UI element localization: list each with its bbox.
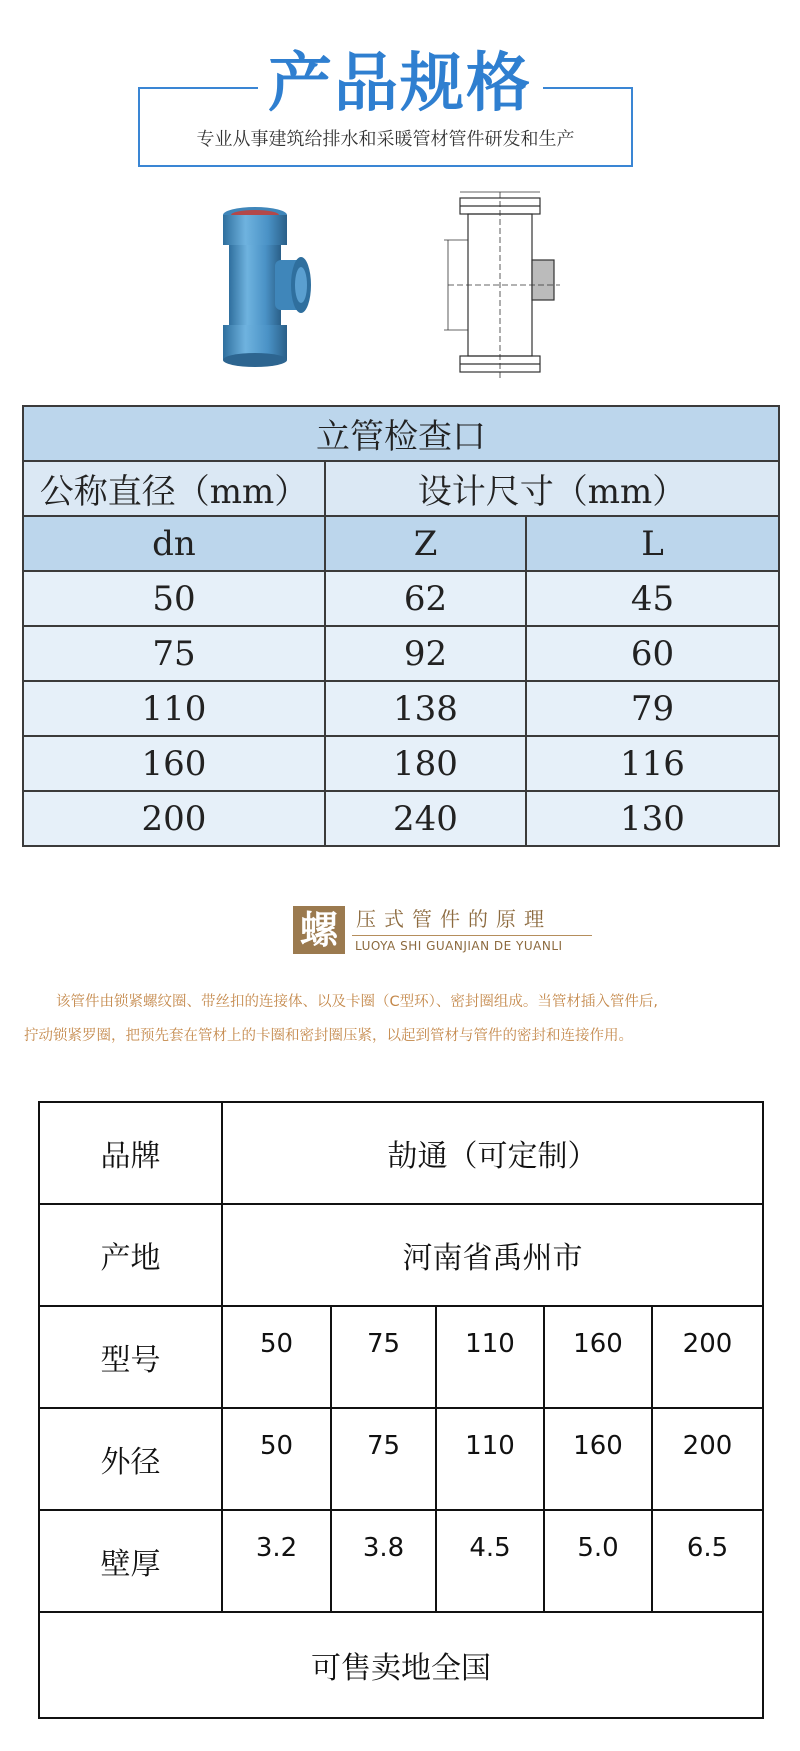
table-row — [23, 791, 779, 846]
model-cell: 160 — [544, 1306, 652, 1408]
spec-table — [22, 405, 780, 847]
logo-divider — [352, 935, 592, 936]
technical-drawing — [440, 190, 580, 380]
info-table — [38, 1101, 764, 1719]
col-nominal-diameter: 公称直径（mm） — [23, 461, 325, 516]
table-row — [23, 681, 779, 736]
table-cell: 110 — [23, 681, 325, 736]
wall-cell: 3.8 — [331, 1510, 436, 1612]
symbol-cell: L — [526, 516, 779, 571]
product-photo — [215, 205, 315, 370]
od-cell: 200 — [652, 1408, 763, 1510]
table-cell: 160 — [23, 736, 325, 791]
logo-badge: 螺 — [293, 906, 345, 954]
model-label: 型号 — [39, 1306, 222, 1408]
wall-cell: 5.0 — [544, 1510, 652, 1612]
od-label: 外径 — [39, 1408, 222, 1510]
page-subtitle: 专业从事建筑给排水和采暖管材管件研发和生产 — [196, 129, 575, 150]
col-design-size: 设计尺寸（mm） — [325, 461, 779, 516]
spec-table-title: 立管检查口 — [23, 406, 779, 461]
model-cell: 75 — [331, 1306, 436, 1408]
table-row — [23, 571, 779, 626]
table-row — [23, 626, 779, 681]
model-cell: 200 — [652, 1306, 763, 1408]
wall-cell: 6.5 — [652, 1510, 763, 1612]
table-row — [23, 736, 779, 791]
logo-title-cn: 压式管件的原理 — [356, 907, 552, 931]
table-cell: 116 — [526, 736, 779, 791]
od-cell: 160 — [544, 1408, 652, 1510]
origin-value: 河南省禹州市 — [222, 1204, 763, 1306]
brand-value: 劼通（可定制） — [222, 1102, 763, 1204]
wall-cell: 3.2 — [222, 1510, 331, 1612]
wall-label: 壁厚 — [39, 1510, 222, 1612]
table-cell: 200 — [23, 791, 325, 846]
table-cell: 79 — [526, 681, 779, 736]
sales-region: 可售卖地全国 — [39, 1612, 763, 1718]
od-cell: 50 — [222, 1408, 331, 1510]
symbol-cell: dn — [23, 516, 325, 571]
page-title: 产品规格 — [268, 47, 532, 121]
table-cell: 180 — [325, 736, 526, 791]
principle-description — [24, 985, 782, 1053]
header-line-left — [138, 87, 258, 89]
model-cell: 110 — [436, 1306, 544, 1408]
od-cell: 75 — [331, 1408, 436, 1510]
table-cell: 130 — [526, 791, 779, 846]
brand-label: 品牌 — [39, 1102, 222, 1204]
table-cell: 45 — [526, 571, 779, 626]
description-line: 拧动锁紧罗圈，把预先套在管材上的卡圈和密封圈压紧，以起到管材与管件的密封和连接作用。 — [24, 1028, 633, 1044]
wall-cell: 4.5 — [436, 1510, 544, 1612]
table-cell: 50 — [23, 571, 325, 626]
origin-label: 产地 — [39, 1204, 222, 1306]
header-line-right — [543, 87, 633, 89]
table-cell: 60 — [526, 626, 779, 681]
logo-title-en: LUOYA SHI GUANJIAN DE YUANLI — [355, 939, 563, 953]
table-cell: 75 — [23, 626, 325, 681]
table-cell: 240 — [325, 791, 526, 846]
table-cell: 138 — [325, 681, 526, 736]
table-cell: 92 — [325, 626, 526, 681]
model-cell: 50 — [222, 1306, 331, 1408]
symbol-cell: Z — [325, 516, 526, 571]
table-cell: 62 — [325, 571, 526, 626]
od-cell: 110 — [436, 1408, 544, 1510]
description-line: 该管件由锁紧螺纹圈、带丝扣的连接体、以及卡圈（C型环）、密封圈组成。当管材插入管件后, — [56, 994, 658, 1010]
